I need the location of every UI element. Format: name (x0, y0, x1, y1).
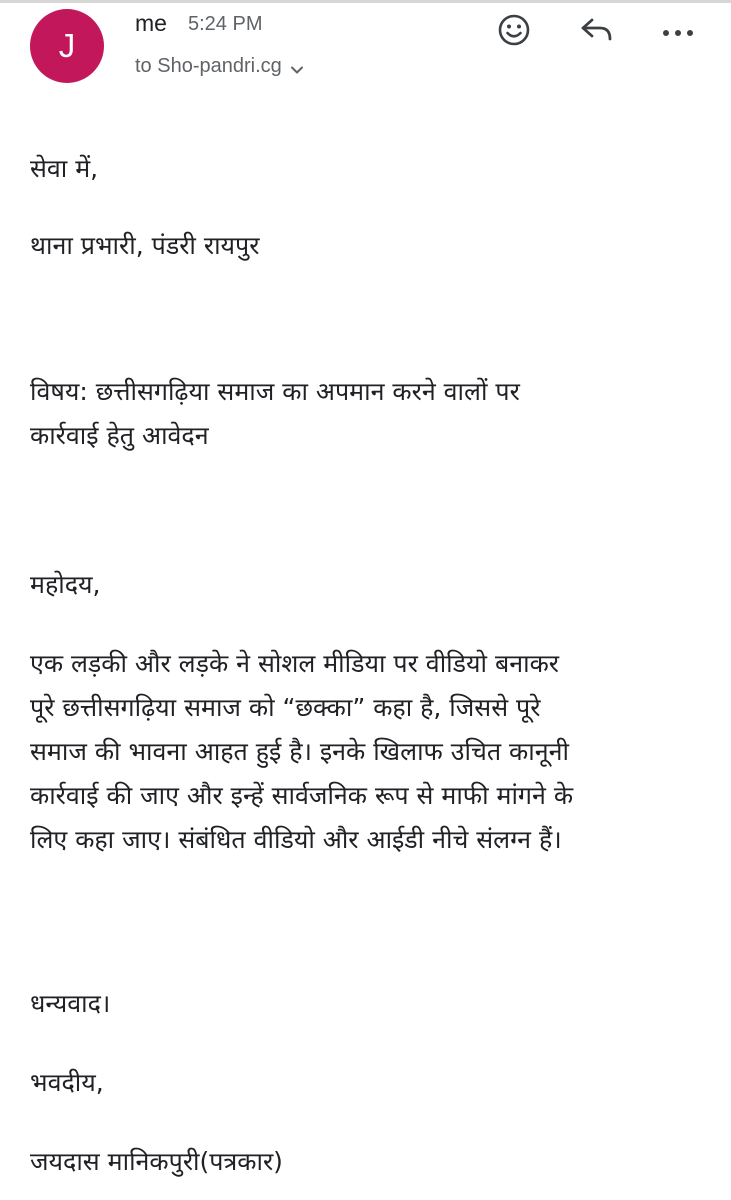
email-header (0, 0, 731, 100)
letter-body (30, 642, 710, 862)
signature: जयदास मानिकपुरी(पत्रकार) (30, 1147, 283, 1176)
recipient-details-toggle[interactable] (135, 55, 304, 78)
body-line: समाज की भावना आहत हुई है। इनके खिलाफ उचित कानूनी (30, 737, 569, 766)
greeting: महोदय, (30, 570, 101, 599)
thanks: धन्यवाद। (30, 989, 111, 1018)
reply-button[interactable] (574, 10, 618, 54)
addressee: थाना प्रभारी, पंडरी रायपुर (30, 231, 260, 260)
closing: भवदीय, (30, 1068, 104, 1097)
timestamp: 5:24 PM (188, 13, 263, 35)
recipient-label: to Sho-pandri.cg (135, 55, 282, 77)
body-line: कार्रवाई की जाए और इन्हें सार्वजनिक रूप से माफी मांगने के (30, 781, 574, 810)
avatar[interactable]: J (30, 9, 104, 83)
sender-name: me (135, 10, 167, 36)
subject-line: कार्रवाई हेतु आवेदन (30, 421, 209, 450)
chevron-down-icon (290, 60, 304, 74)
add-reaction-button[interactable] (492, 10, 536, 54)
subject (30, 370, 710, 458)
salutation-to: सेवा में, (30, 154, 99, 183)
more-horizontal-icon (661, 23, 695, 42)
more-options-button[interactable] (656, 10, 700, 54)
body-line: एक लड़की और लड़के ने सोशल मीडिया पर वीडियो बनाकर (30, 649, 559, 678)
reply-arrow-icon (578, 15, 614, 49)
subject-line: विषय: छत्तीसगढ़िया समाज का अपमान करने वालों पर (30, 377, 520, 406)
body-line: पूरे छत्तीसगढ़िया समाज को “छक्का” कहा है, जिससे पूरे (30, 693, 541, 722)
body-line: लिए कहा जाए। संबंधित वीडियो और आईडी नीचे संलग्न हैं। (30, 825, 562, 854)
smiley-face-icon (497, 13, 531, 51)
